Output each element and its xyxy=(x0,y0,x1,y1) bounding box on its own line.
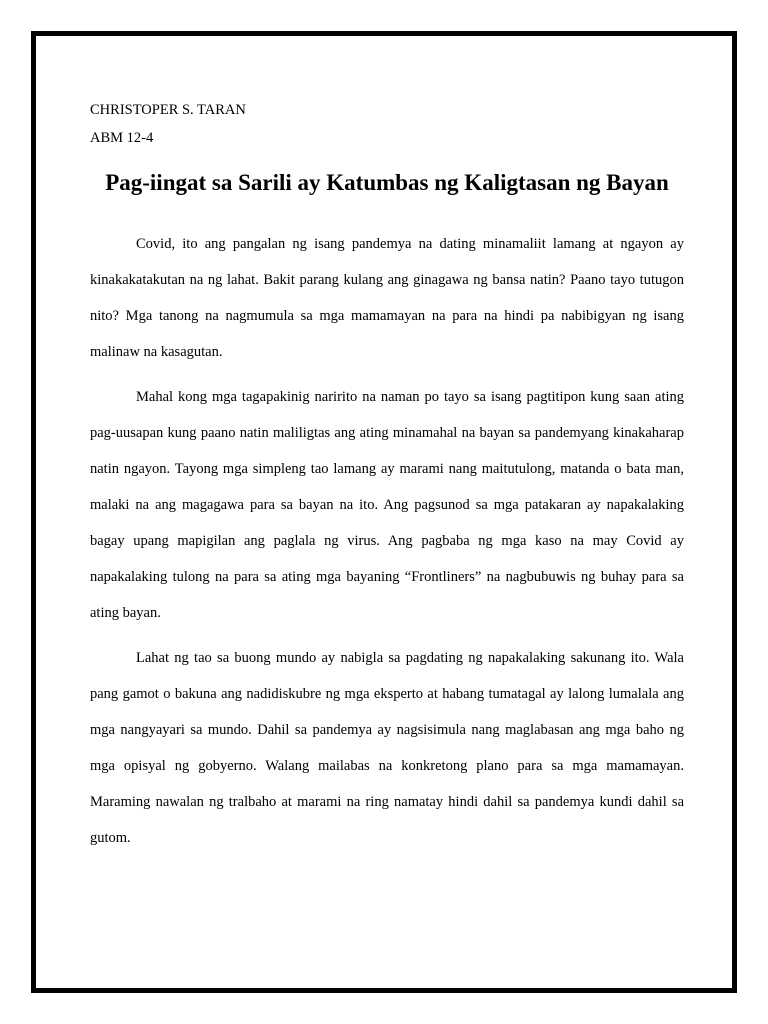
paragraph-2: Mahal kong mga tagapakinig naririto na naman po tayo sa isang pagtitipon kung saan ating pag-uusapan kung paano natin maliligtas ang ating minamahal na bayan sa pandemyang kinakaharap natin ngayon. Tayong mga simpleng tao lamang ay marami nang maitutulong, matanda o bata man, malaki na ang magagawa para sa bayan na ito. Ang pagsunod sa mga patakaran ay napakalaking bagay upang mapigilan ang paglala ng virus. Ang pagbaba ng mga kaso na may Covid ay napakalaking tulong na para sa ating mga bayaning “Frontliners” na nagbubuwis ng buhay para sa ating bayan. xyxy=(90,389,684,621)
document-page xyxy=(31,31,737,993)
class-section: ABM 12-4 xyxy=(90,130,154,146)
document-title: Pag-iingat sa Sarili ay Katumbas ng Kaligtasan ng Bayan xyxy=(105,170,669,195)
document-content xyxy=(90,96,684,865)
paragraph-3: Lahat ng tao sa buong mundo ay nabigla sa pagdating ng napakalaking sakunang ito. Wala pang gamot o bakuna ang nadidiskubre ng mga eksperto at habang tumatagal ay lalong lumalala ang mga nangyayari sa mundo. Dahil sa pandemya ay nagsisimula nang maglabasan ang mga baho ng mga opisyal ng gobyerno. Walang mailabas na konkretong plano para sa mga mamamayan. Maraming nawalan ng tralbaho at marami na ring namatay hindi dahil sa pandemya kundi dahil sa gutom. xyxy=(90,650,684,846)
author-name: CHRISTOPER S. TARAN xyxy=(90,102,246,118)
paragraph-1: Covid, ito ang pangalan ng isang pandemya na dating minamaliit lamang at ngayon ay kinakakatakutan na ng lahat. Bakit parang kulang ang ginagawa ng bansa natin? Paano tayo tutugon nito? Mga tanong na nagmumula sa mga mamamayan na para na hindi pa nabibigyan ng isang malinaw na kasagutan. xyxy=(90,236,684,360)
